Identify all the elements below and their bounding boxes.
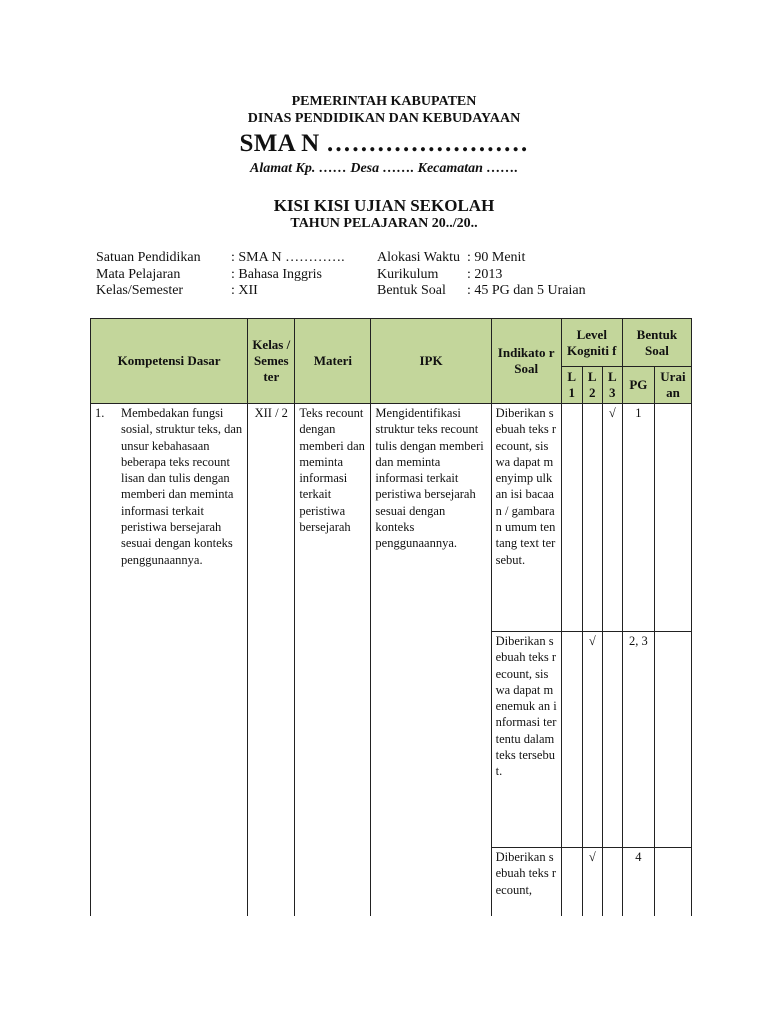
- info-value: : SMA N ………….: [231, 250, 345, 265]
- header-l1: L 1: [561, 367, 582, 404]
- header-l2: L 2: [582, 367, 602, 404]
- header-ipk: IPK: [371, 319, 491, 404]
- uraian-cell: [654, 404, 691, 632]
- info-value: : 2013: [467, 266, 503, 282]
- info-labels-right: [377, 250, 460, 300]
- info-value: : 45 PG dan 5 Uraian: [467, 283, 586, 298]
- indikator-cell: Diberikan sebuah teks recount, siswa dapat menemuk an informasi tertentu dalam teks tersebut.: [491, 632, 561, 848]
- info-labels-left: [96, 250, 201, 300]
- page-bottom-margin: [0, 916, 768, 1024]
- info-label: Alokasi Waktu: [377, 250, 460, 265]
- info-label: Mata Pelajaran: [96, 266, 181, 282]
- kisi-kisi-table: [90, 318, 692, 938]
- header-level-kognitif: Level Kogniti f: [561, 319, 622, 367]
- header-kelas-semester: Kelas / Semes ter: [248, 319, 295, 404]
- info-label: Kelas/Semester: [96, 283, 184, 298]
- pg-cell: 2, 3: [622, 632, 654, 848]
- uraian-cell: [654, 632, 691, 848]
- level-l2-cell: √: [582, 632, 602, 848]
- header-line-1: PEMERINTAH KABUPATEN: [291, 94, 477, 109]
- info-value: : Bahasa Inggris: [231, 266, 322, 282]
- info-label: Kurikulum: [377, 266, 439, 282]
- header-uraian: Urai an: [654, 367, 691, 404]
- level-l3-cell: [602, 632, 622, 848]
- header-kompetensi-dasar: Kompetensi Dasar: [91, 319, 248, 404]
- materi-cell: Teks recount dengan memberi dan meminta informasi terkait peristiwa bersejarah: [295, 404, 371, 938]
- level-l2-cell: [582, 404, 602, 632]
- level-l1-cell: [561, 404, 582, 632]
- header-materi: Materi: [295, 319, 371, 404]
- document-subtitle: TAHUN PELAJARAN 20../20..: [290, 216, 478, 231]
- header-line-2: DINAS PENDIDIKAN DAN KEBUDAYAAN: [247, 111, 521, 126]
- level-l3-cell: √: [602, 404, 622, 632]
- info-values-left: [231, 250, 345, 300]
- ipk-cell: Mengidentifikasi struktur teks recount tulis dengan memberi dan meminta informasi terkait peristiwa bersejarah sesuai dengan konteks penggunaannya.: [371, 404, 491, 938]
- table-row: [91, 404, 692, 632]
- info-value: : XII: [231, 283, 258, 298]
- header-indikator-soal: Indikato r Soal: [491, 319, 561, 404]
- header-bentuk-soal: Bentuk Soal: [622, 319, 691, 367]
- school-name: SMA N ……………………: [239, 130, 529, 157]
- info-value: : 90 Menit: [467, 250, 526, 265]
- kelas-semester-cell: XII / 2: [248, 404, 295, 938]
- info-label: Bentuk Soal: [377, 283, 446, 298]
- info-label: Satuan Pendidikan: [96, 250, 201, 265]
- pg-cell: 4: [622, 848, 654, 938]
- kd-number: 1.: [95, 406, 105, 420]
- info-values-right: [467, 250, 586, 300]
- header-pg: PG: [622, 367, 654, 404]
- level-l1-cell: [561, 632, 582, 848]
- school-address: Alamat Kp. …… Desa ……. Kecamatan …….: [250, 161, 518, 176]
- kompetensi-dasar-cell: [91, 404, 248, 938]
- indikator-cell: Diberikan sebuah teks recount, siswa dapat menyimp ulkan isi bacaan / gambaran umum tentang text tersebut.: [491, 404, 561, 632]
- header-l3: L 3: [602, 367, 622, 404]
- level-l2-cell: √: [582, 848, 602, 938]
- kd-text: Membedakan fungsi sosial, struktur teks, dan unsur kebahasaan beberapa teks recount lisan dan tulis dengan memberi dan meminta informasi terkait peristiwa bersejarah sesuai dengan konteks penggunaannya.: [121, 406, 243, 567]
- indikator-cell: Diberikan sebuah teks recount,: [491, 848, 561, 938]
- pg-cell: 1: [622, 404, 654, 632]
- document-title: KISI KISI UJIAN SEKOLAH: [273, 196, 495, 215]
